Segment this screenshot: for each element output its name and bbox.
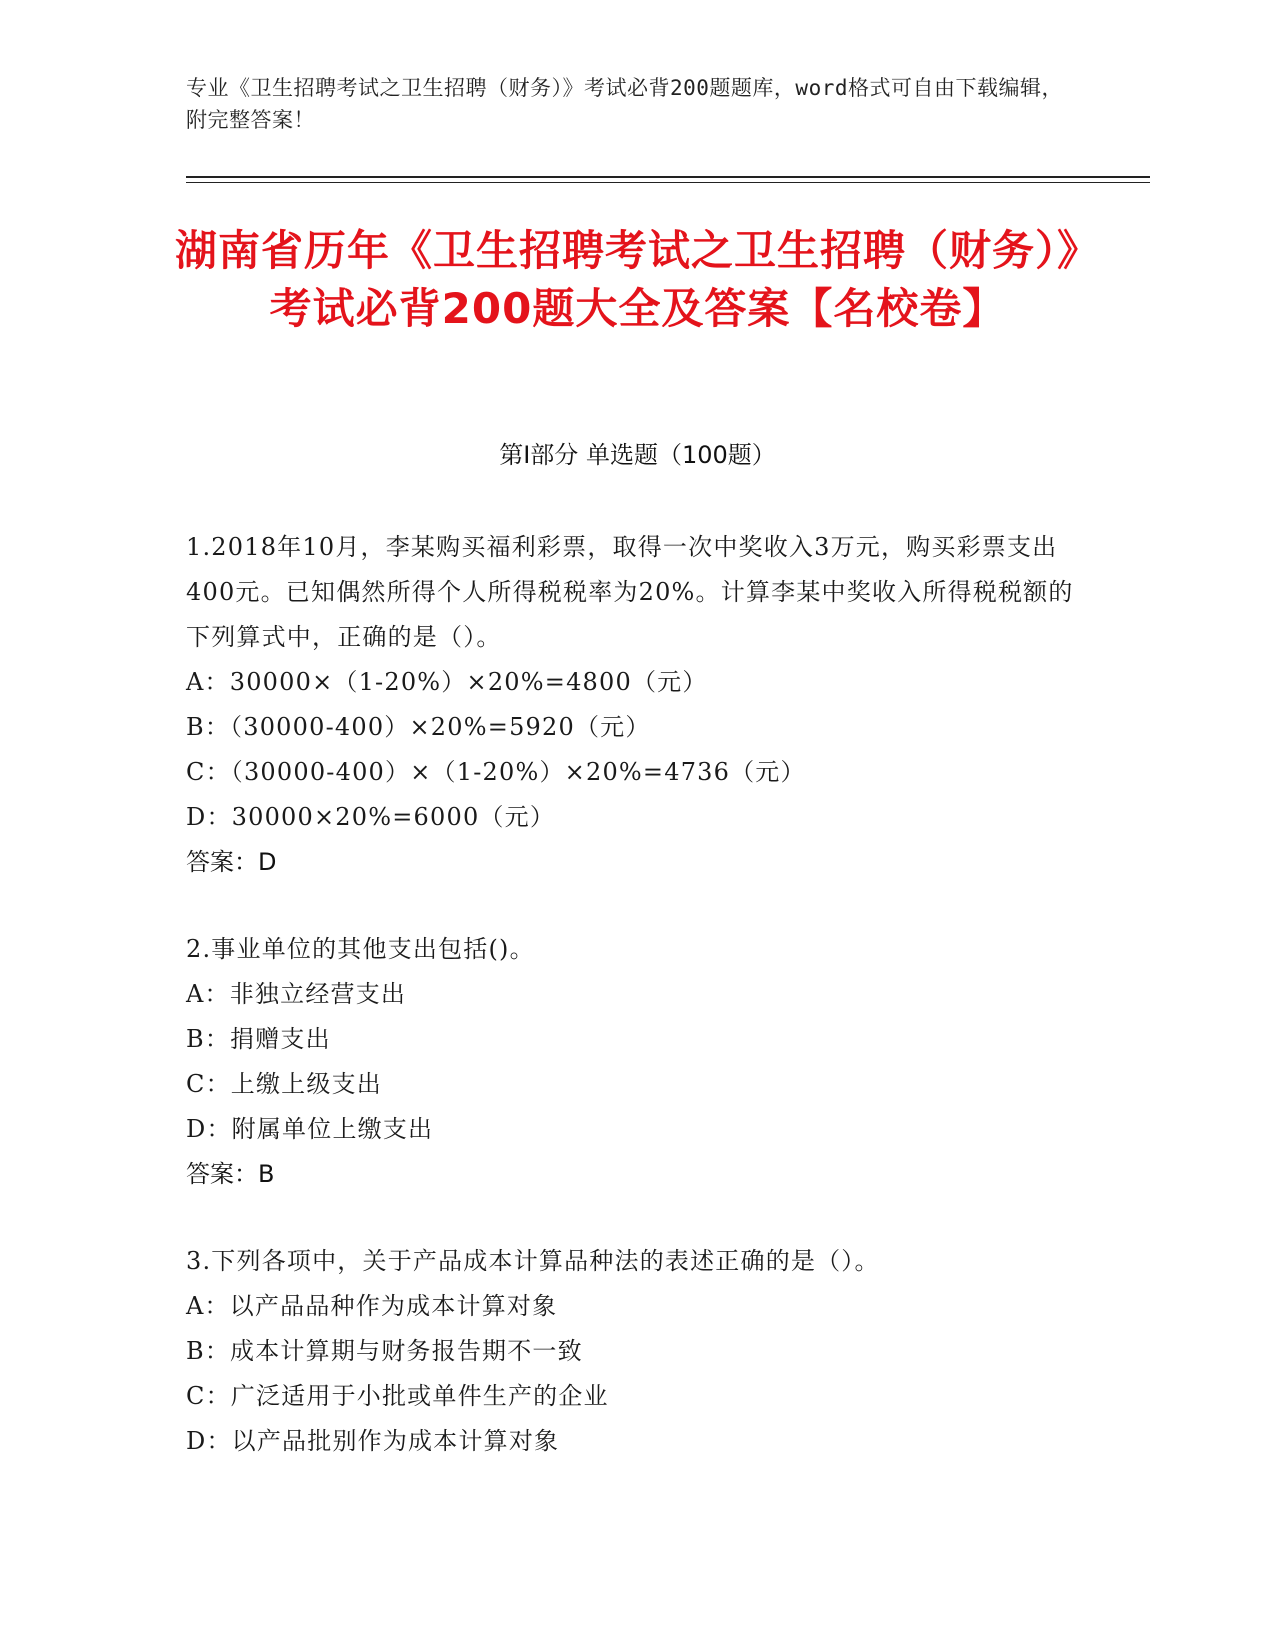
header-divider-thick [186,176,1150,178]
question-1 [186,525,1086,885]
option-a: A：非独立经营支出 [186,980,407,1008]
option-b: B：成本计算期与财务报告期不一致 [186,1337,583,1365]
option-b: B：（30000-400）×20%=5920（元） [186,713,651,741]
section-title: 第Ⅰ部分 单选题（100题） [499,441,776,469]
option-c: C：（30000-400）×（1-20%）×20%=4736（元） [186,758,806,786]
option-c: C：广泛适用于小批或单件生产的企业 [186,1382,609,1410]
header-divider-thin [186,182,1150,183]
option-a: A：以产品品种作为成本计算对象 [186,1292,558,1320]
header-note: 专业《卫生招聘考试之卫生招聘（财务）》考试必背200题题库，word格式可自由下载编辑，附完整答案！ [186,76,1063,132]
option-c: C：上缴上级支出 [186,1070,382,1098]
answer-line: 答案：B [186,1160,275,1188]
option-b: B：捐赠支出 [186,1025,331,1053]
question-stem: 2.事业单位的其他支出包括()。 [186,935,535,963]
question-2 [186,927,1086,1197]
document-title: 湖南省历年《卫生招聘考试之卫生招聘（财务）》考试必背200题大全及答案【名校卷】 [174,226,1100,333]
question-stem: 1.2018年10月，李某购买福利彩票，取得一次中奖收入3万元，购买彩票支出400元。已知偶然所得个人所得税税率为20%。计算李某中奖收入所得税税额的下列算式中，正确的是（）。 [186,533,1074,651]
option-a: A：30000×（1-20%）×20%=4800（元） [186,668,708,696]
answer-line: 答案：D [186,848,277,876]
question-list [186,525,1086,1506]
question-3 [186,1239,1086,1464]
question-stem: 3.下列各项中，关于产品成本计算品种法的表述正确的是（）。 [186,1247,880,1275]
option-d: D：30000×20%=6000（元） [186,803,556,831]
option-d: D：以产品批别作为成本计算对象 [186,1427,560,1455]
option-d: D：附属单位上缴支出 [186,1115,434,1143]
